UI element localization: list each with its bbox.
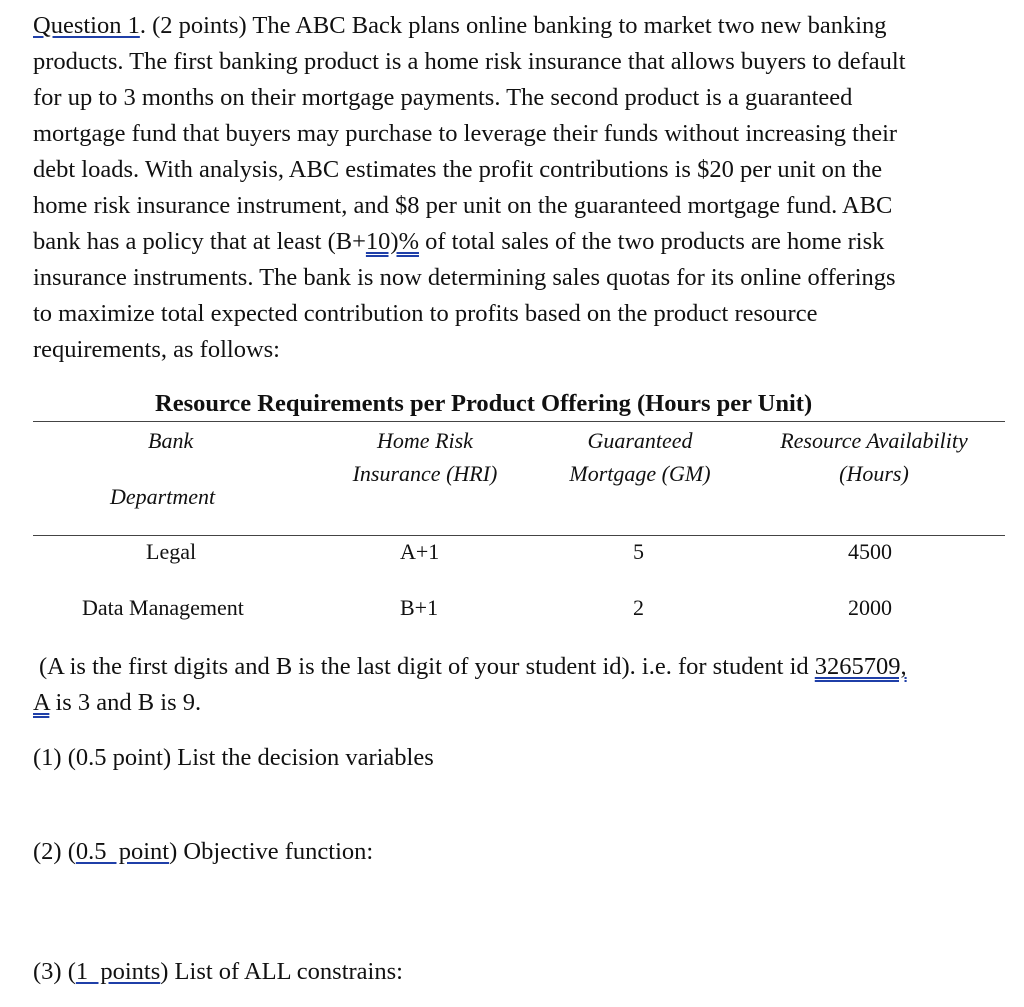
note-line-1: (A is the first digits and B is the last digit of your student id). i.e. for student id 3265709, <box>39 653 907 680</box>
row-legal-hri: A+1 <box>400 539 440 564</box>
policy-percent: 10)% <box>365 228 419 255</box>
table-header-rule <box>33 535 1005 536</box>
row-data-management-department: Data Management <box>82 595 244 620</box>
student-id-note <box>33 649 1013 721</box>
row-data-management-hri: B+1 <box>400 595 439 620</box>
question-line-5: debt loads. With analysis, ABC estimates the profit contributions is $20 per unit on the <box>33 156 883 183</box>
student-id-example: 3265709, <box>814 653 907 680</box>
question-label: Question 1 <box>33 12 140 39</box>
question-line-3: for up to 3 months on their mortgage payments. The second product is a guaranteed <box>33 84 853 111</box>
header-hri: Home Risk Insurance (HRI) <box>352 428 498 486</box>
table-title: Resource Requirements per Product Offering (Hours per Unit) <box>155 390 813 417</box>
part-1-decision-variables: (1) (0.5 point) List the decision variables <box>33 744 434 771</box>
row-data-management-availability: 2000 <box>848 595 892 620</box>
question-line-6: home risk insurance instrument, and $8 per unit on the guaranteed mortgage fund. ABC <box>33 192 893 219</box>
row-legal-gm: 5 <box>633 539 644 564</box>
part-3-constraints: (3) (1 points) List of ALL constrains: <box>33 958 403 985</box>
header-availability: Resource Availability (Hours) <box>780 428 968 486</box>
question-line-7: bank has a policy that at least (B+10)% of total sales of the two products are home risk <box>33 228 885 255</box>
question-line-10: requirements, as follows: <box>33 336 280 363</box>
question-line-4: mortgage fund that buyers may purchase to leverage their funds without increasing their <box>33 120 898 147</box>
row-legal-availability: 4500 <box>848 539 892 564</box>
part-2-objective-function: (2) (0.5 point) Objective function: <box>33 838 374 865</box>
question-line-2: products. The first banking product is a home risk insurance that allows buyers to default <box>33 48 906 75</box>
note-line-2: A is 3 and B is 9. <box>33 689 202 716</box>
header-bank: Bank <box>148 428 194 453</box>
question-line-9: to maximize total expected contribution to profits based on the product resource <box>33 300 818 327</box>
row-data-management-gm: 2 <box>633 595 644 620</box>
question-line-1: Question 1. (2 points) The ABC Back plans online banking to market two new banking <box>33 12 887 39</box>
table-top-rule <box>33 421 1005 422</box>
row-legal-department: Legal <box>146 539 197 564</box>
header-gm: Guaranteed Mortgage (GM) <box>569 428 711 486</box>
question-paragraph <box>33 8 1008 368</box>
question-line-8: insurance instruments. The bank is now determining sales quotas for its online offerings <box>33 264 896 291</box>
header-department: Department <box>110 484 216 509</box>
